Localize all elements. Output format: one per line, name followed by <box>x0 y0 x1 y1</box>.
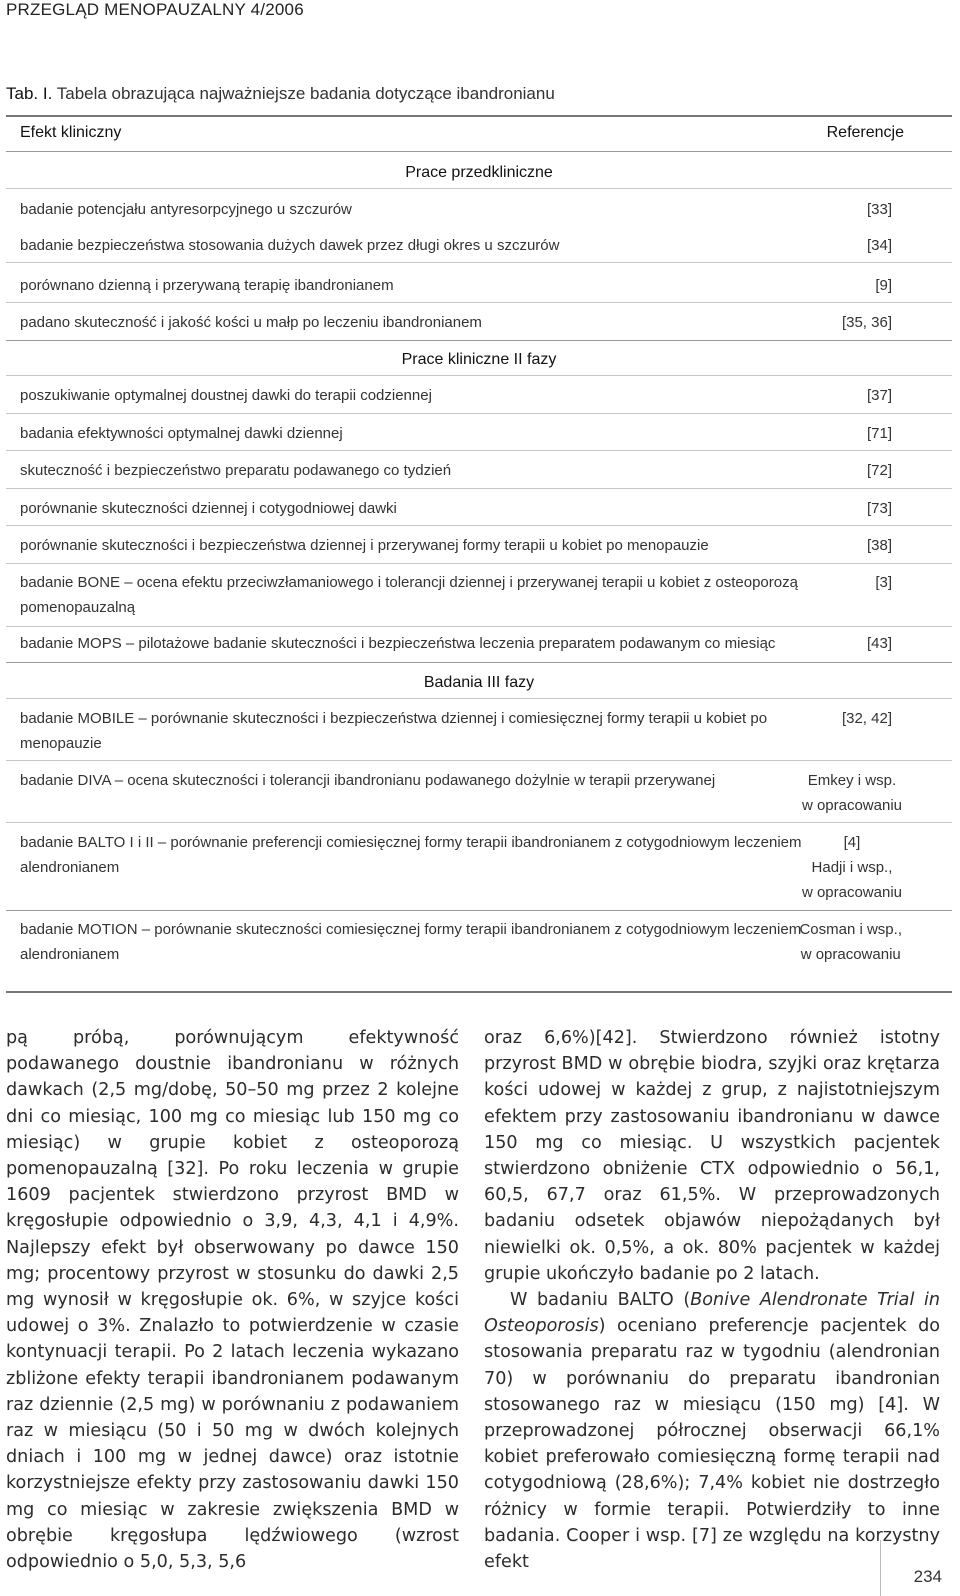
section-heading: Badania III fazy <box>423 674 535 691</box>
row-description: porównanie skuteczności i bezpieczeństwa dziennej i przerywanej formy terapii u kobiet po menopauzie <box>20 537 709 554</box>
row-separator <box>6 262 952 263</box>
section-heading: Prace przedkliniczne <box>405 164 553 181</box>
row-separator <box>6 525 952 526</box>
section-heading: Prace kliniczne II fazy <box>401 351 557 368</box>
row-reference <box>867 233 892 258</box>
row-description: badanie MOPS – pilotażowe badanie skuteczności i bezpieczeństwa leczenia preparatem podawanym co miesiąc <box>20 635 776 652</box>
row-separator <box>6 450 952 451</box>
reference-line: w opracowaniu <box>801 884 902 901</box>
reference-line: [35, 36] <box>841 314 892 331</box>
row-reference <box>867 421 892 446</box>
reference-line: [4] <box>843 834 861 851</box>
row-description: porównanie skuteczności dziennej i cotygodniowej dawki <box>20 500 397 517</box>
reference-line: [9] <box>875 277 892 294</box>
row-reference <box>875 273 892 298</box>
row-reference <box>867 197 892 222</box>
row-description: poszukiwanie optymalnej doustnej dawki do terapii codziennej <box>20 387 432 404</box>
row-description: badania efektywności optymalnej dawki dziennej <box>20 425 343 442</box>
table-caption-text: Tabela obrazująca najważniejsze badania dotyczące ibandronianu <box>56 84 555 103</box>
row-separator <box>6 488 952 489</box>
body-column-right <box>484 1025 940 1575</box>
row-description: badanie MOBILE – porównanie skuteczności i bezpieczeństwa dziennej i comiesięcznej formy terapii u kobiet po menopauzie <box>20 710 768 752</box>
row-reference <box>875 570 892 595</box>
row-description: padano skuteczność i jakość kości u małp po leczeniu ibandronianem <box>20 314 482 331</box>
paragraph: pą próbą, porównującym efektywność podawanego doustnie ibandronianu w różnych dawkach (2,5 mg/dobę, 50–50 mg przez 2 kolejne dni co miesiąc, 100 mg co miesiąc lub 150 mg co miesiąc) w grupie kobiet z osteoporozą pomenopauzalną [32]. Po roku leczenia w grupie 1609 pacjentek stwierdzono przyrost BMD w kręgosłupie odpowiednio o 3,9, 4,3, 4,1 i 4,9%. Najlepszy efekt był obserwowany po dawce 150 mg; procentowy przyrost w stosunku do dawki 2,5 mg wynosił w kręgosłupie ok. 6%, w szyjce kości udowej o 3%. Znalazło to potwierdzenie w czasie kontynuacji terapii. Po 2 latach leczenia wykazano zbliżone efekty terapii ibandronianem podawanym raz dziennie (2,5 mg) w porównaniu z podawaniem raz w miesiącu (50 i 50 mg w dwóch kolejnych dniach i 100 mg w jednej dawce) oraz istotnie korzystniejsze efekty przy zastosowaniu dawki 150 mg co miesiąc w zakresie zwiększenia BMD w obrębie kręgosłupa lędźwiowego (wzrost odpowiednio o 5,0, 5,3, 5,6 <box>6 1028 459 1573</box>
reference-line: [32, 42] <box>841 710 892 727</box>
row-description: badanie BALTO I i II – porównanie preferencji comiesięcznej formy terapii ibandronianem z cotygodniowym leczeniem alendronianem <box>20 834 802 876</box>
table-bottom-rule <box>6 991 952 993</box>
reference-line: Hadji i wsp., <box>811 859 893 876</box>
reference-line: [38] <box>866 537 892 554</box>
body-column-left <box>6 1025 459 1575</box>
row-reference <box>867 383 892 408</box>
reference-line: [43] <box>866 635 892 652</box>
row-description: badanie DIVA – ocena skuteczności i tolerancji ibandronianu podawanego dożylnie w terapii przerywanej <box>20 772 716 789</box>
row-reference <box>842 310 892 335</box>
row-separator <box>6 302 952 303</box>
reference-line: [73] <box>866 500 892 517</box>
running-head: PRZEGLĄD MENOPAUZALNY 4/2006 <box>6 0 304 19</box>
row-separator <box>6 375 952 376</box>
reference-line: [72] <box>866 462 892 479</box>
row-reference <box>867 631 892 656</box>
row-separator <box>6 188 952 189</box>
reference-line: [37] <box>866 387 892 404</box>
row-separator <box>6 626 952 627</box>
row-description: badanie BONE – ocena efektu przeciwzłamaniowego i tolerancji dziennej i przerywanej terapii u kobiet z osteoporozą pomenopauzalną <box>20 574 798 616</box>
row-separator <box>6 760 952 761</box>
row-separator <box>6 698 952 699</box>
row-separator <box>6 413 952 414</box>
table-top-rule <box>6 115 952 117</box>
row-description: badanie potencjału antyresorpcyjnego u szczurów <box>20 201 352 218</box>
reference-line: [33] <box>866 201 892 218</box>
reference-line: w opracowaniu <box>801 797 902 814</box>
reference-line: [71] <box>866 425 892 442</box>
page-number: 234 <box>913 1567 942 1586</box>
reference-line: w opracowaniu <box>800 946 901 963</box>
table-caption <box>6 84 555 104</box>
reference-line: Emkey i wsp. <box>807 772 897 789</box>
row-description: badanie bezpieczeństwa stosowania dużych dawek przez długi okres u szczurów <box>20 237 560 254</box>
table-label: Tab. I. <box>6 84 53 103</box>
row-separator <box>6 662 952 663</box>
row-reference <box>867 496 892 521</box>
row-reference <box>867 533 892 558</box>
row-reference <box>802 830 902 905</box>
reference-line: Cosman i wsp., <box>799 921 902 938</box>
column-header-references: Referencje <box>826 124 904 141</box>
row-reference <box>842 706 892 731</box>
paragraph: oraz 6,6%)[42]. Stwierdzono również istotny przyrost BMD w obrębie biodra, szyjki oraz krętarza kości udowej w każdej z grup, z najistotniejszym efektem przy zastosowaniu ibandronianu w dawce 150 mg co miesiąc. U wszystkich pacjentek stwierdzono obniżenie CTX odpowiednio o 56,1, 60,5, 67,7 oraz 61,5%. W przeprowadzonych badaniu odsetek objawów niepożądanych był niewielki ok. 0,5%, a ok. 80% pacjentek w każdej grupie ukończyło badanie po 2 latach. <box>484 1028 940 1284</box>
row-separator <box>6 910 952 911</box>
page-number-rule <box>880 1540 881 1596</box>
column-header-effect: Efekt kliniczny <box>20 124 122 141</box>
paragraph: W badaniu BALTO (Bonive Alendronate Trial in Osteoporosis) oceniano preferencje pacjentek do stosowania preparatu raz w tygodniu (alendronian 70) w porównaniu do preparatu ibandronian stosowanego raz w miesiącu (150 mg) [4]. W przeprowadzonej półrocznej obserwacji 66,1% kobiet preferowało comiesięczną formę terapii nad cotygodniową (28,6%); 7,4% kobiet nie dostrzegło różnicy w formie terapii. Potwierdziły to inne badania. Cooper i wsp. [7] ze względu na korzystny efekt <box>484 1290 940 1573</box>
row-separator <box>6 563 952 564</box>
row-description: porównano dzienną i przerywaną terapię ibandronianem <box>20 277 394 294</box>
reference-line: [3] <box>875 574 892 591</box>
row-separator <box>6 822 952 823</box>
header-rule <box>6 151 952 152</box>
row-reference <box>799 917 902 967</box>
row-description: skuteczność i bezpieczeństwo preparatu podawanego co tydzień <box>20 462 452 479</box>
reference-line: [34] <box>866 237 892 254</box>
row-reference <box>802 768 902 818</box>
row-separator <box>6 340 952 341</box>
row-description: badanie MOTION – porównanie skuteczności comiesięcznej formy terapii ibandronianem z cotygodniowym leczeniem alendronianem <box>20 921 802 963</box>
row-reference <box>867 458 892 483</box>
